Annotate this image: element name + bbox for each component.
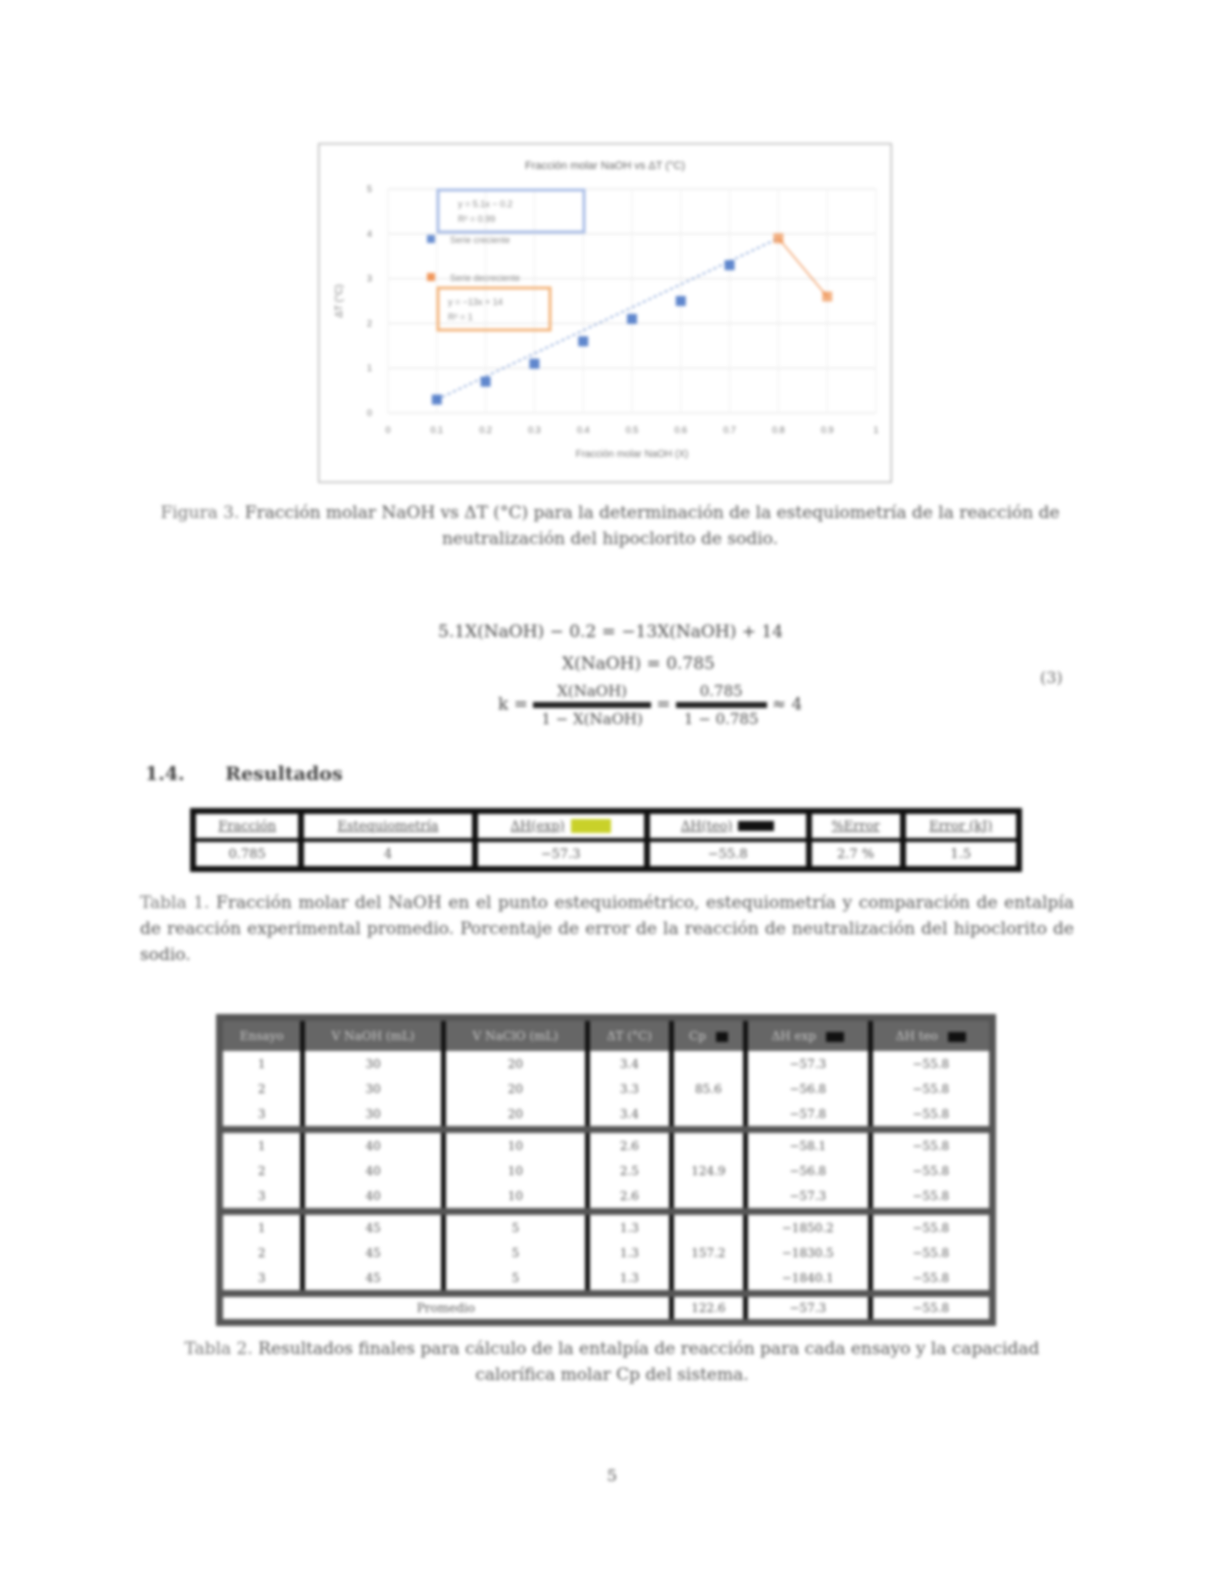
table-cell: 5 (443, 1212, 587, 1241)
data-point (725, 260, 735, 270)
data-point (481, 377, 491, 387)
chart-title: Fracción molar NaOH vs ΔT (°C) (524, 160, 686, 172)
table-cell: 2 (257, 1163, 266, 1178)
table-cell: 40 (303, 1183, 443, 1212)
trendline-equation: y = 5.1x − 0.2 (458, 199, 513, 209)
table-cell: −57.3 (746, 1051, 871, 1076)
page-number: 5 (606, 1466, 618, 1485)
k-fraction-1 (533, 682, 650, 728)
table2-caption-label: Tabla 2. (184, 1339, 253, 1359)
table-cell: 10 (443, 1158, 587, 1183)
legend-marker (427, 235, 435, 243)
data-point (627, 314, 637, 324)
table-cell: 2 (257, 1245, 266, 1260)
table-cell: 45 (303, 1240, 443, 1265)
table-header-cell: ΔT (°C) (588, 1018, 672, 1052)
table-header-cell: %Error (809, 811, 903, 840)
table-cell: −55.8 (870, 1265, 992, 1294)
x-tick-label: 0.9 (820, 425, 834, 435)
results-table-2 (216, 1014, 996, 1326)
table-cell: −55.8 (870, 1158, 992, 1183)
table-row (220, 1212, 993, 1241)
data-point (432, 395, 442, 405)
table-cell: 3.3 (588, 1076, 672, 1101)
y-tick-label: 5 (366, 184, 372, 194)
table-cell: 1 (220, 1130, 303, 1159)
table-row (220, 1265, 993, 1294)
table-row (220, 1130, 993, 1159)
y-tick-label: 2 (366, 318, 372, 329)
equation-number: (3) (1040, 668, 1063, 687)
table-cell: 40 (303, 1130, 443, 1159)
table-cell: 10 (443, 1183, 587, 1212)
table-cell: 2.6 (588, 1183, 672, 1212)
table-cell: 3 (257, 1188, 266, 1203)
redaction-mark (716, 1032, 728, 1042)
footer-cell: −55.8 (870, 1294, 992, 1323)
section-title: Resultados (225, 763, 343, 785)
table-cell: 2.5 (588, 1158, 672, 1183)
legend-label: Serie creciente (450, 235, 511, 245)
table-header-cell: V NaClO (mL) (443, 1018, 587, 1052)
x-tick-label: 0.6 (674, 425, 688, 435)
data-point (578, 336, 588, 346)
k-equals: = (656, 694, 671, 715)
cp-cell: 124.9 (671, 1130, 745, 1212)
k-fraction-2 (676, 682, 767, 728)
table-cell: 5 (443, 1240, 587, 1265)
trendline-r2: R² = 1 (448, 312, 473, 322)
section-number: 1.4. (145, 763, 185, 785)
k-num-1: X(NaOH) (557, 682, 628, 700)
equation-line-1: 5.1X(NaOH) − 0.2 = −13X(NaOH) + 14 (438, 622, 784, 642)
redaction-mark (826, 1032, 844, 1042)
table-cell: 3.4 (588, 1101, 672, 1130)
table-row (220, 1240, 993, 1265)
k-num-2: 0.785 (699, 682, 743, 700)
table-cell: −57.8 (746, 1101, 871, 1130)
table-cell: 4 (301, 840, 474, 869)
trendline-r2: R² = 0.99 (458, 214, 496, 224)
figure-caption (150, 500, 1070, 552)
x-tick-label: 1 (873, 425, 879, 435)
table-cell: 2 (257, 1081, 266, 1096)
table-cell: 30 (303, 1051, 443, 1076)
k-result: ≈ 4 (771, 694, 803, 715)
table-row (220, 1183, 993, 1212)
footer-cell: 122.6 (671, 1294, 745, 1323)
legend-marker (427, 273, 435, 281)
legend-label: Serie decreciente (450, 273, 521, 283)
x-tick-label: 0 (385, 425, 391, 435)
x-tick-label: 0.2 (479, 425, 492, 435)
table-cell: 30 (303, 1076, 443, 1101)
table1-caption-text: Fracción molar del NaOH en el punto estequiométrico, estequiometría y comparación de entalpía de reacción experimental promedio. Porcentaje de error de la reacción de neutralización del hipoclorito de sodio. (140, 893, 1075, 965)
table-header-cell: Estequiometría (301, 811, 474, 840)
table-cell: 3 (257, 1270, 266, 1285)
figure-caption-text: Fracción molar NaOH vs ΔT (°C) para la determinación de la estequiometría de la reacción de neutralización del hipoclorito de sodio. (244, 503, 1060, 549)
table-cell: −57.3 (475, 840, 647, 869)
table2-caption-text: Resultados finales para cálculo de la entalpía de reacción para cada ensayo y la capacidad calorífica molar Cp del sistema. (258, 1339, 1040, 1385)
table-cell: −55.8 (647, 840, 809, 869)
table-header-cell: ΔH teo (870, 1018, 992, 1052)
table-cell: 20 (443, 1101, 587, 1130)
x-tick-label: 0.4 (576, 425, 590, 435)
table-row (193, 840, 1019, 869)
table-cell: −57.3 (746, 1183, 871, 1212)
table2-caption (170, 1336, 1054, 1388)
cp-cell: 157.2 (671, 1212, 745, 1294)
data-point (529, 359, 539, 369)
table-cell: −56.8 (746, 1158, 871, 1183)
fraction-bar (676, 702, 767, 708)
y-axis-label: ΔT (°C) (334, 284, 345, 318)
table-cell: −55.8 (870, 1212, 992, 1241)
table-cell: 10 (443, 1130, 587, 1159)
x-axis-label: Fracción molar NaOH (X) (575, 449, 689, 460)
table-row (220, 1158, 993, 1183)
table-cell: −55.8 (870, 1101, 992, 1130)
table-row (220, 1051, 993, 1076)
footer-label: Promedio (220, 1294, 672, 1323)
table-header-cell: Cp (671, 1018, 745, 1052)
section-heading (145, 763, 343, 785)
y-tick-label: 1 (366, 363, 372, 374)
table-cell: 3 (257, 1106, 266, 1121)
table-cell: 1 (220, 1212, 303, 1241)
table-cell: 1.3 (588, 1240, 672, 1265)
x-tick-label: 0.5 (625, 425, 639, 435)
table-cell: 20 (443, 1076, 587, 1101)
table-cell: 5 (443, 1265, 587, 1294)
table-cell: −55.8 (870, 1183, 992, 1212)
table-cell: 40 (303, 1158, 443, 1183)
table-footer-row (220, 1294, 993, 1323)
data-point (676, 296, 686, 306)
k-den-2: 1 − 0.785 (683, 710, 759, 728)
trendline-equation: y = −13x + 14 (448, 297, 503, 307)
table-header-cell: Fracción (193, 811, 301, 840)
x-tick-label: 0.1 (430, 425, 444, 435)
x-tick-label: 0.3 (528, 425, 541, 435)
table-header-cell: ΔH(exp) (475, 811, 647, 840)
table-cell: 20 (443, 1051, 587, 1076)
highlight-mark (571, 819, 611, 833)
table-header-row (193, 811, 1019, 840)
table-header-cell: Ensayo (220, 1018, 303, 1052)
table-row (220, 1101, 993, 1130)
equation-k (498, 682, 802, 728)
table1-caption-label: Tabla 1. (140, 893, 210, 913)
table-header-cell: ΔH exp (746, 1018, 871, 1052)
data-point (773, 233, 783, 243)
table-cell: −55.8 (870, 1051, 992, 1076)
table-row (220, 1076, 993, 1101)
table-cell: −58.1 (746, 1130, 871, 1159)
table-cell: 3.4 (588, 1051, 672, 1076)
table-cell: 45 (303, 1265, 443, 1294)
y-tick-label: 0 (366, 408, 372, 418)
table-header-cell: ΔH(teo) (647, 811, 809, 840)
table-cell: −55.8 (870, 1130, 992, 1159)
table-cell: −56.8 (746, 1076, 871, 1101)
redaction-mark (948, 1032, 966, 1042)
table-cell: 0.785 (228, 846, 266, 862)
table-cell: 1 (257, 1056, 266, 1071)
table-header-cell: Error (kJ) (903, 811, 1019, 840)
chart-frame (319, 144, 892, 483)
x-tick-label: 0.7 (723, 425, 736, 435)
fraction-bar (533, 702, 650, 708)
results-table-1 (190, 808, 1022, 872)
cp-cell: 85.6 (671, 1051, 745, 1130)
equation-line-2: X(NaOH) = 0.785 (562, 654, 715, 674)
y-tick-label: 3 (366, 273, 372, 284)
table-cell: −1850.2 (746, 1212, 871, 1241)
x-tick-label: 0.8 (772, 425, 785, 435)
table-cell: −55.8 (870, 1240, 992, 1265)
scatter-chart (318, 143, 892, 483)
table-cell: 2.6 (588, 1130, 672, 1159)
table-cell: −55.8 (870, 1076, 992, 1101)
table-cell: 1.3 (588, 1265, 672, 1294)
y-tick-label: 4 (366, 228, 372, 239)
table-cell: 1.3 (588, 1212, 672, 1241)
table-header-cell: V NaOH (mL) (303, 1018, 443, 1052)
footer-cell: −57.3 (746, 1294, 871, 1323)
table-cell: −1840.1 (746, 1265, 871, 1294)
k-den-1: 1 − X(NaOH) (541, 710, 643, 728)
table2-body (220, 1051, 993, 1323)
table-cell: 30 (303, 1101, 443, 1130)
redaction-mark (738, 821, 774, 831)
k-lhs: k = (498, 694, 528, 715)
table-cell: 2.7 % (809, 840, 903, 869)
table-header-row (220, 1018, 993, 1052)
data-point (822, 292, 832, 302)
figure-chart (318, 143, 892, 483)
table-cell: −1830.5 (746, 1240, 871, 1265)
table-cell: 1.5 (903, 840, 1019, 869)
table1-caption (140, 890, 1074, 968)
table-cell: 45 (303, 1212, 443, 1241)
figure-caption-label: Figura 3. (160, 503, 240, 523)
